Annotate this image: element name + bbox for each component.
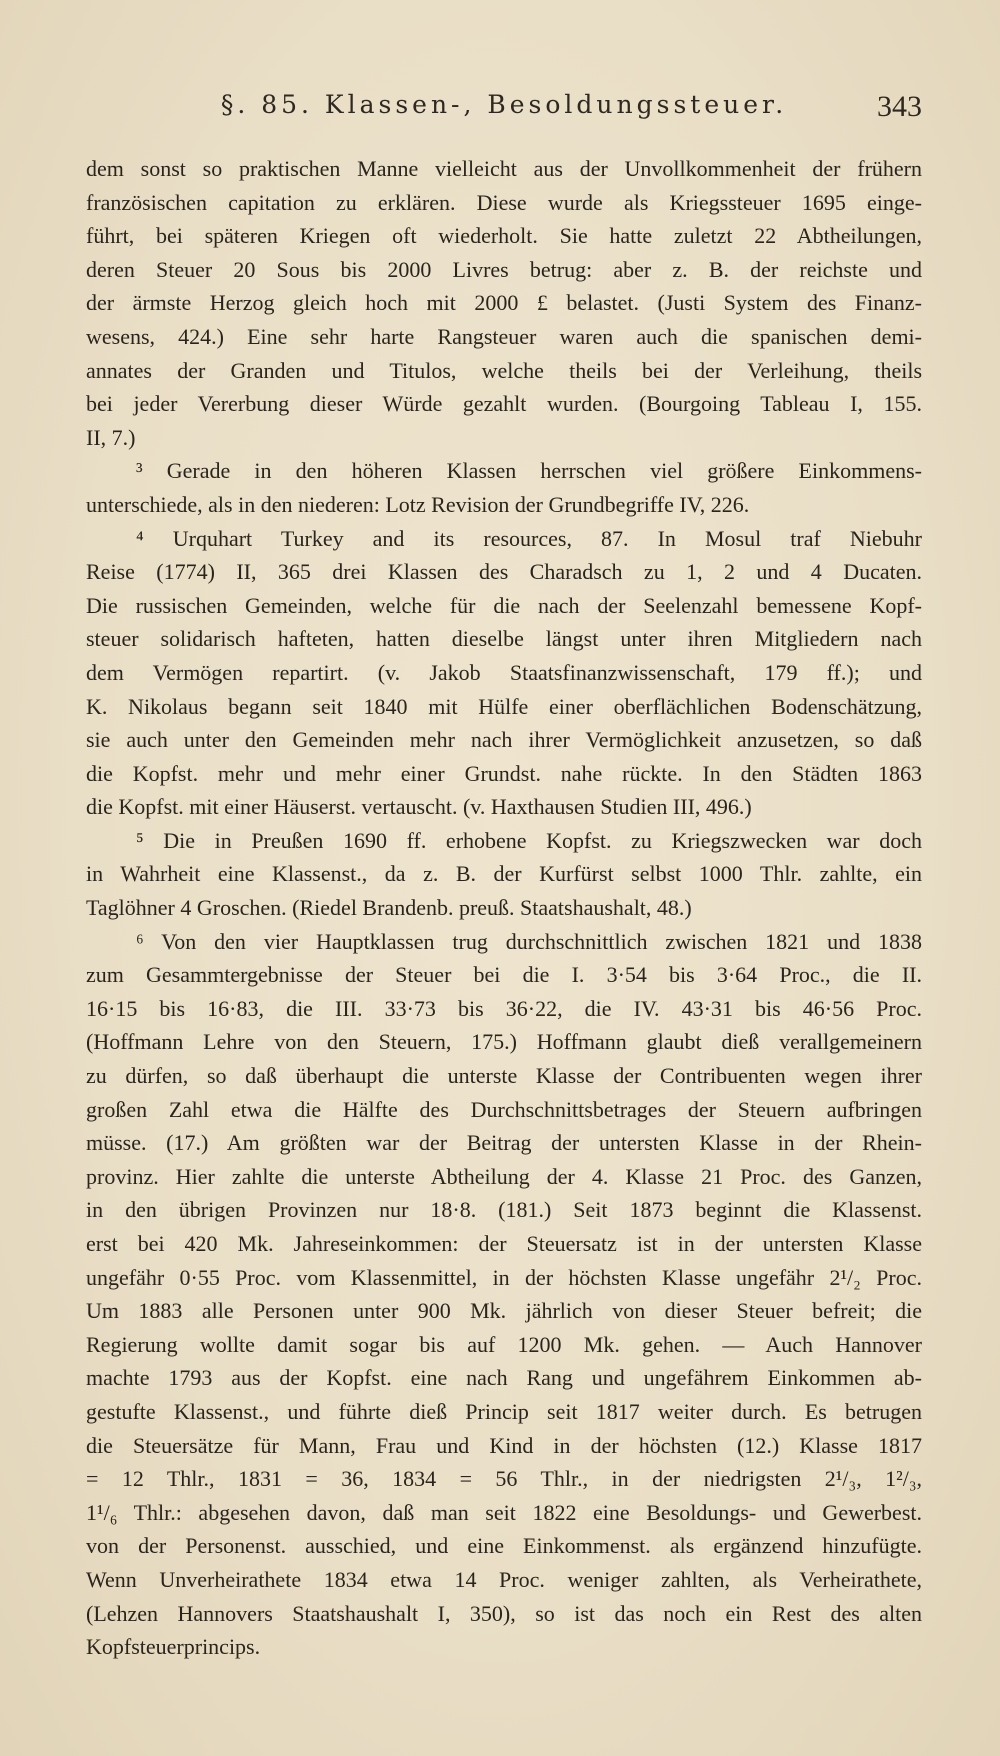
- footnote-text-block: [86, 152, 922, 1664]
- text-line: machte 1793 aus der Kopfst. eine nach Rang und ungefährem Einkommen ab-: [86, 1365, 922, 1391]
- text-line: Reise (1774) II, 365 drei Klassen des Charadsch zu 1, 2 und 4 Ducaten.: [86, 559, 922, 585]
- text-line: gestufte Klassenst., und führte dieß Princip seit 1817 weiter durch. Es betrugen: [86, 1398, 922, 1424]
- text-line: Die russischen Gemeinden, welche für die nach der Seelenzahl bemessene Kopf-: [86, 592, 922, 618]
- text-line: die Steuersätze für Mann, Frau und Kind in der höchsten (12.) Klasse 1817: [86, 1432, 922, 1458]
- text-line: provinz. Hier zahlte die unterste Abtheilung der 4. Klasse 21 Proc. des Ganzen,: [86, 1163, 922, 1189]
- text-line: = 12 Thlr., 1831 = 36, 1834 = 56 Thlr., in der niedrigsten 2¹/₃, 1²/₃,: [86, 1466, 922, 1492]
- text-line: Um 1883 alle Personen unter 900 Mk. jährlich von dieser Steuer befreit; die: [86, 1298, 922, 1324]
- text-line: Kopfsteuerprincips.: [86, 1634, 261, 1660]
- text-line: ⁵ Die in Preußen 1690 ff. erhobene Kopfst. zu Kriegszwecken war doch: [136, 827, 922, 853]
- text-line: großen Zahl etwa die Hälfte des Durchschnittsbetrages der Steuern aufbringen: [86, 1096, 922, 1122]
- text-line: dem sonst so praktischen Manne vielleicht aus der Unvollkommenheit der frühern: [86, 156, 922, 181]
- text-line: Regierung wollte damit sogar bis auf 1200 Mk. gehen. — Auch Hannover: [86, 1331, 922, 1357]
- text-line: steuer solidarisch hafteten, hatten dieselbe längst unter ihren Mitgliedern nach: [86, 626, 922, 652]
- text-line: wesens, 424.) Eine sehr harte Rangsteuer waren auch die spanischen demi-: [86, 323, 922, 349]
- text-line: ⁴ Urquhart Turkey and its resources, 87. In Mosul traf Niebuhr: [136, 525, 922, 551]
- page-header: [86, 90, 922, 130]
- text-line: sie auch unter den Gemeinden mehr nach ihrer Vermöglichkeit anzusetzen, so daß: [86, 727, 922, 753]
- text-line: die Kopfst. mehr und mehr einer Grundst. nahe rückte. In den Städten 1863: [86, 760, 922, 786]
- text-line: müsse. (17.) Am größten war der Beitrag der untersten Klasse in der Rhein-: [86, 1130, 922, 1156]
- text-line: dem Vermögen repartirt. (v. Jakob Staatsfinanzwissenschaft, 179 ff.); und: [86, 659, 922, 685]
- text-line: ³ Gerade in den höheren Klassen herrschen viel größere Einkommens-: [136, 458, 922, 484]
- text-line: 16·15 bis 16·83, die III. 33·73 bis 36·22, die IV. 43·31 bis 46·56 Proc.: [86, 995, 922, 1021]
- text-line: in Wahrheit eine Klassenst., da z. B. der Kurfürst selbst 1000 Thlr. zahlte, ein: [86, 861, 922, 887]
- text-line: von der Personenst. ausschied, und eine Einkommenst. als ergänzend hinzufügte.: [86, 1533, 922, 1559]
- text-line: erst bei 420 Mk. Jahreseinkommen: der Steuersatz ist in der untersten Klasse: [86, 1231, 922, 1256]
- text-line: führt, bei späteren Kriegen oft wiederholt. Sie hatte zuletzt 22 Abtheilungen,: [86, 223, 922, 249]
- text-line: unterschiede, als in den niederen: Lotz Revision der Grundbegriffe IV, 226.: [86, 491, 750, 517]
- text-line: deren Steuer 20 Sous bis 2000 Livres betrug: aber z. B. der reichste und: [86, 256, 922, 282]
- text-line: Taglöhner 4 Groschen. (Riedel Brandenb. preuß. Staatshaushalt, 48.): [86, 895, 692, 921]
- text-line: zum Gesammtergebnisse der Steuer bei die I. 3·54 bis 3·64 Proc., die II.: [86, 962, 922, 988]
- text-line: bei jeder Vererbung dieser Würde gezahlt wurden. (Bourgoing Tableau I, 155.: [86, 391, 922, 417]
- text-line: ⁶ Von den vier Hauptklassen trug durchschnittlich zwischen 1821 und 1838: [136, 928, 922, 954]
- text-line: II, 7.): [86, 424, 136, 450]
- text-line: in den übrigen Provinzen nur 18·8. (181.) Seit 1873 beginnt die Klassenst.: [86, 1197, 922, 1223]
- page-number: 343: [877, 90, 922, 123]
- text-line: französischen capitation zu erklären. Diese wurde als Kriegssteuer 1695 einge-: [86, 189, 922, 215]
- text-line: zu dürfen, so daß überhaupt die unterste Klasse der Contribuenten wegen ihrer: [86, 1063, 922, 1089]
- text-line: (Lehzen Hannovers Staatshaushalt I, 350), so ist das noch ein Rest des alten: [86, 1600, 922, 1626]
- text-line: K. Nikolaus begann seit 1840 mit Hülfe einer oberflächlichen Bodenschätzung,: [86, 693, 922, 719]
- text-line: der ärmste Herzog gleich hoch mit 2000 £ belastet. (Justi System des Finanz-: [86, 290, 922, 316]
- text-line: die Kopfst. mit einer Häuserst. vertauscht. (v. Haxthausen Studien III, 496.): [86, 794, 752, 820]
- text-line: annates der Granden und Titulos, welche theils bei der Verleihung, theils: [86, 357, 922, 383]
- running-head: §. 85. Klassen-, Besoldungssteuer.: [220, 90, 788, 119]
- text-line: (Hoffmann Lehre von den Steuern, 175.) Hoffmann glaubt dieß verallgemeinern: [86, 1029, 922, 1055]
- text-line: ungefähr 0·55 Proc. vom Klassenmittel, in der höchsten Klasse ungefähr 2¹/₂ Proc.: [86, 1264, 922, 1290]
- text-line: Wenn Unverheirathete 1834 etwa 14 Proc. weniger zahlten, als Verheirathete,: [86, 1566, 922, 1592]
- text-line: 1¹/₆ Thlr.: abgesehen davon, daß man seit 1822 eine Besoldungs- und Gewerbest.: [86, 1499, 922, 1525]
